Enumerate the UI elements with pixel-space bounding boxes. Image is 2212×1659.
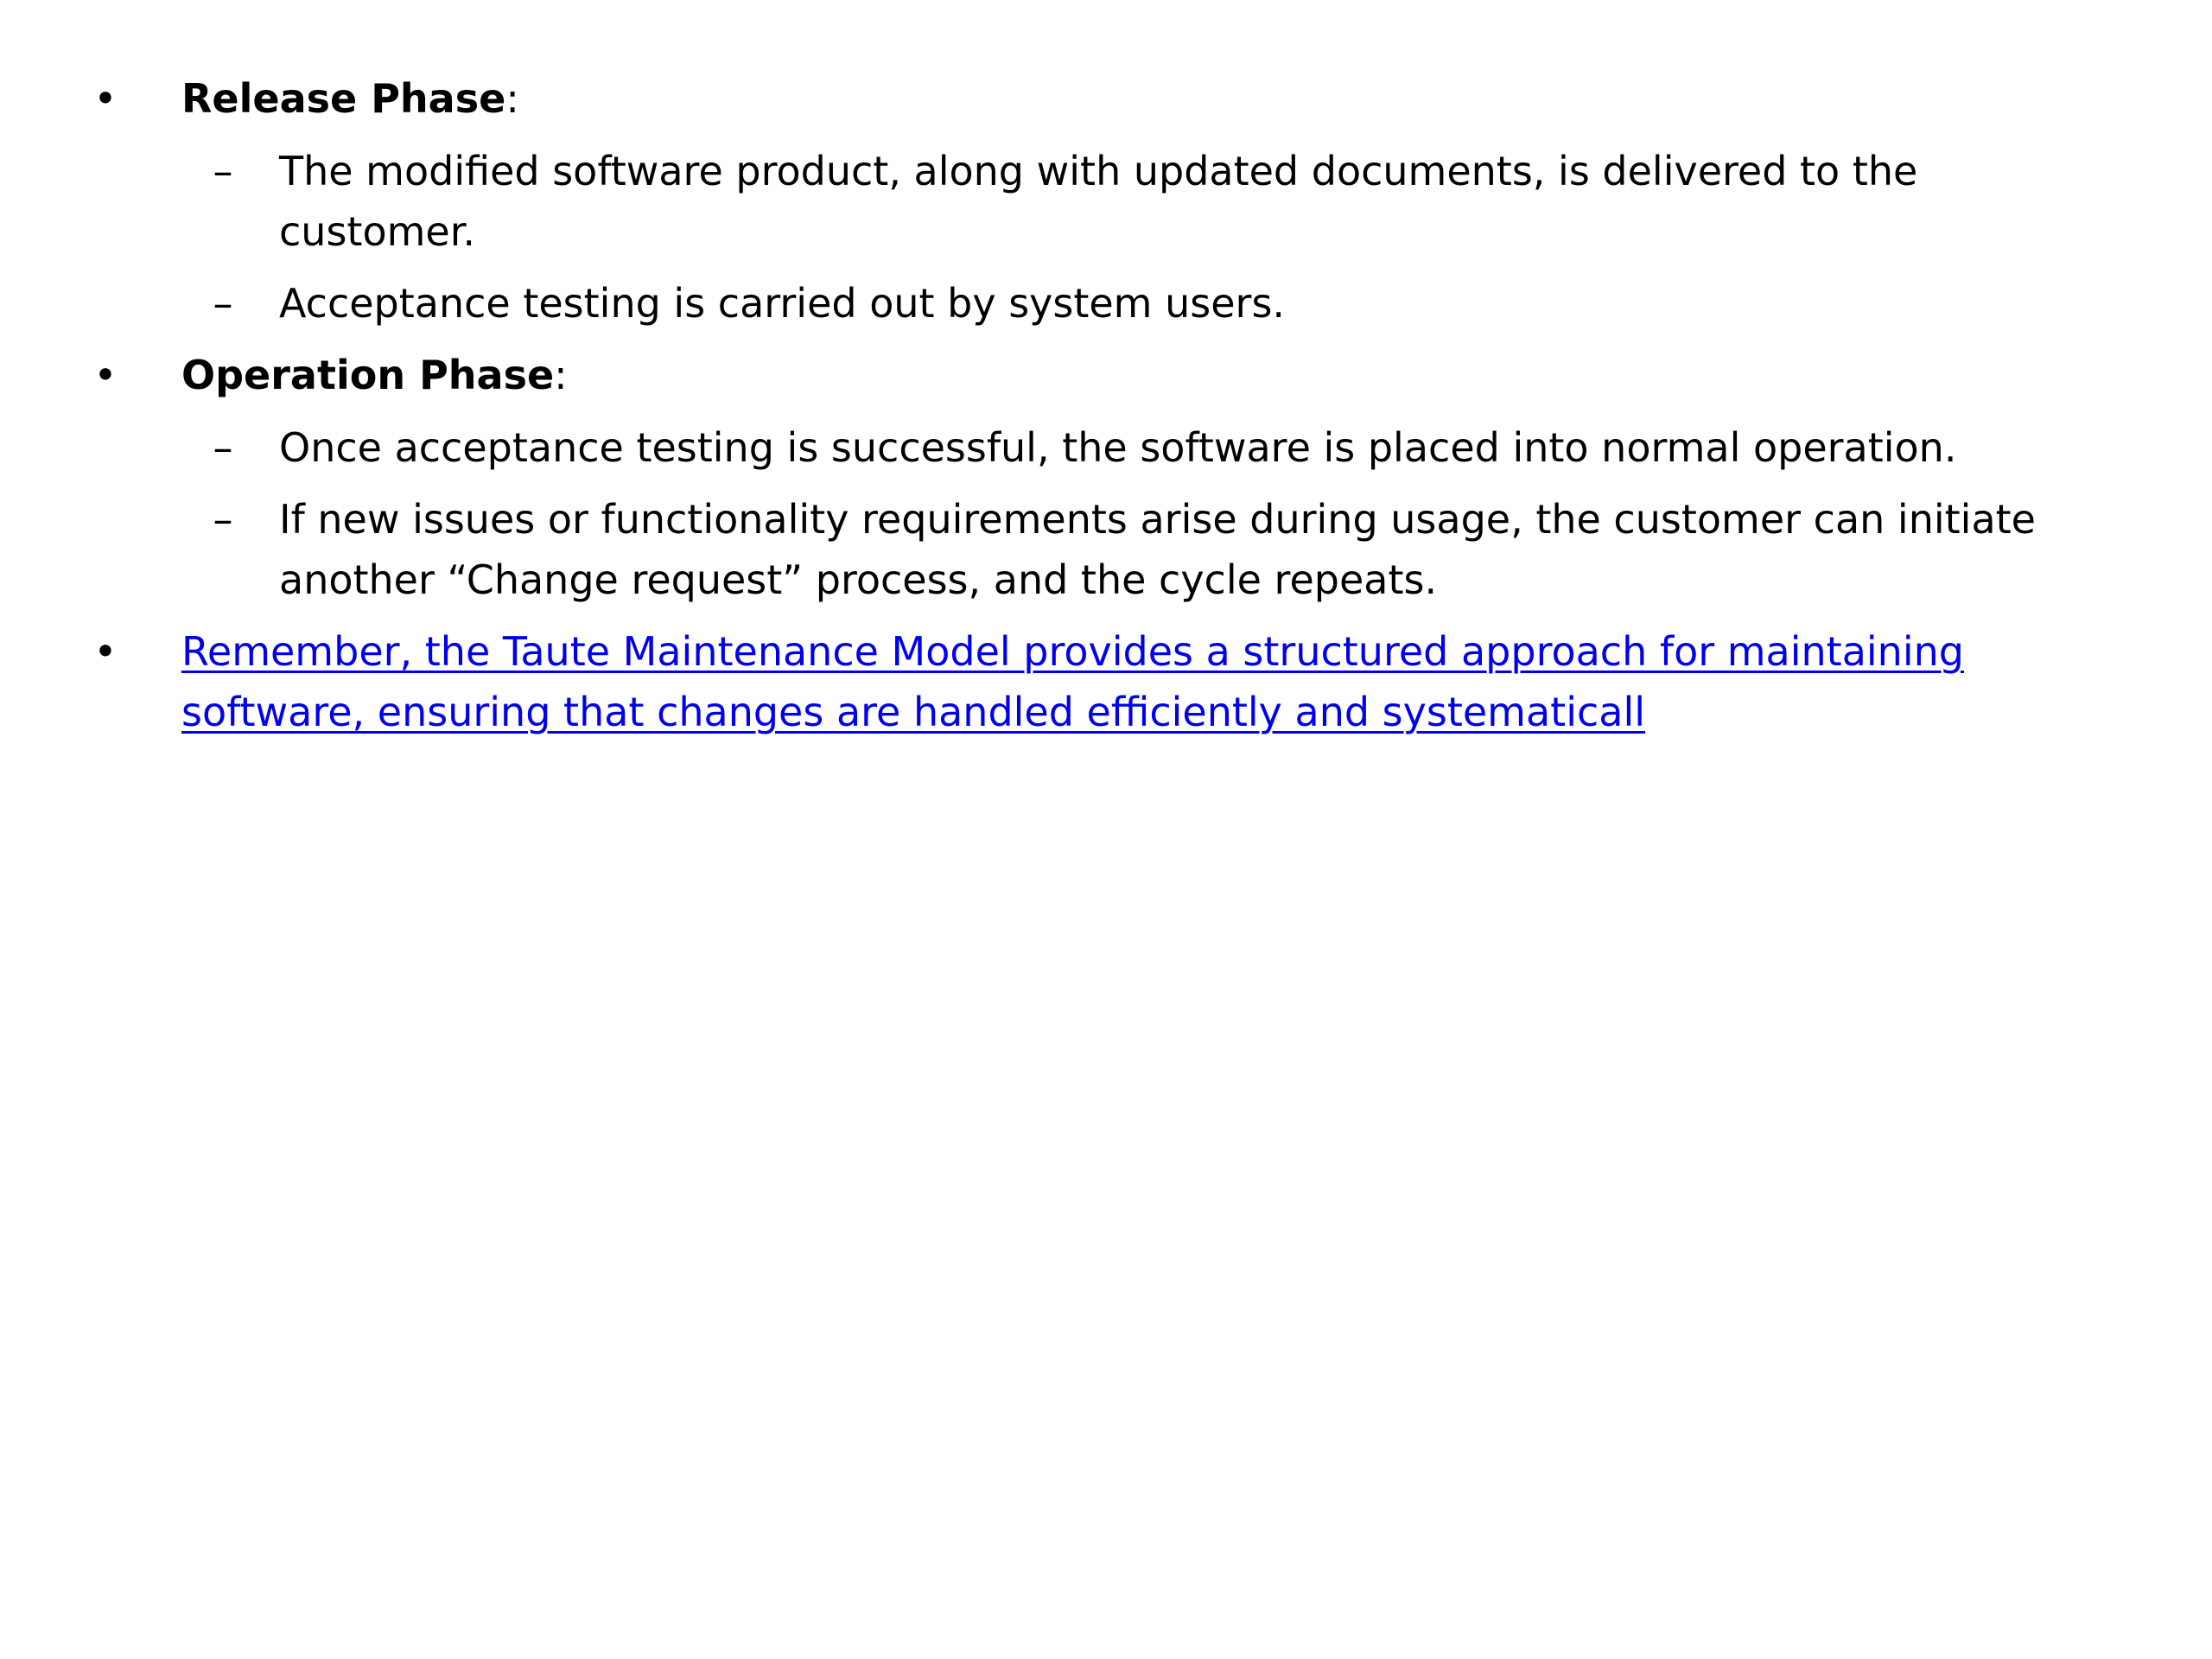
release-phase-colon: : — [505, 75, 519, 122]
bullet-dot-icon: • — [93, 352, 118, 398]
operation-item-text: If new issues or functionality requirements arise during usage, the customer can initiate another “Change request” process, and the cycle repeats. — [279, 496, 2036, 603]
operation-phase-title: Operation Phase — [181, 352, 555, 398]
release-item-text: The modified software product, along with updated documents, is delivered to the customer. — [279, 148, 1918, 255]
reminder-link[interactable]: Remember, the Taute Maintenance Model provides a structured approach for maintaining software, ensuring that changes are handled efficiently and systematicall — [181, 628, 1964, 735]
bullet-dot-icon: • — [93, 75, 118, 122]
bullet-dot-icon: • — [93, 628, 118, 675]
dash-icon: – — [213, 280, 233, 327]
reminder-text-wrap — [181, 621, 2022, 742]
release-phase-heading — [181, 68, 2126, 129]
operation-phase-colon: : — [554, 352, 568, 398]
dash-icon: – — [213, 496, 233, 543]
dash-icon: – — [213, 148, 233, 194]
release-item-text: Acceptance testing is carried out by system users. — [279, 280, 1286, 327]
dash-icon: – — [213, 424, 233, 471]
operation-item-text: Once acceptance testing is successful, the software is placed into normal operation. — [279, 424, 1957, 471]
operation-phase-heading — [181, 345, 2126, 405]
release-phase-title: Release Phase — [181, 75, 506, 122]
